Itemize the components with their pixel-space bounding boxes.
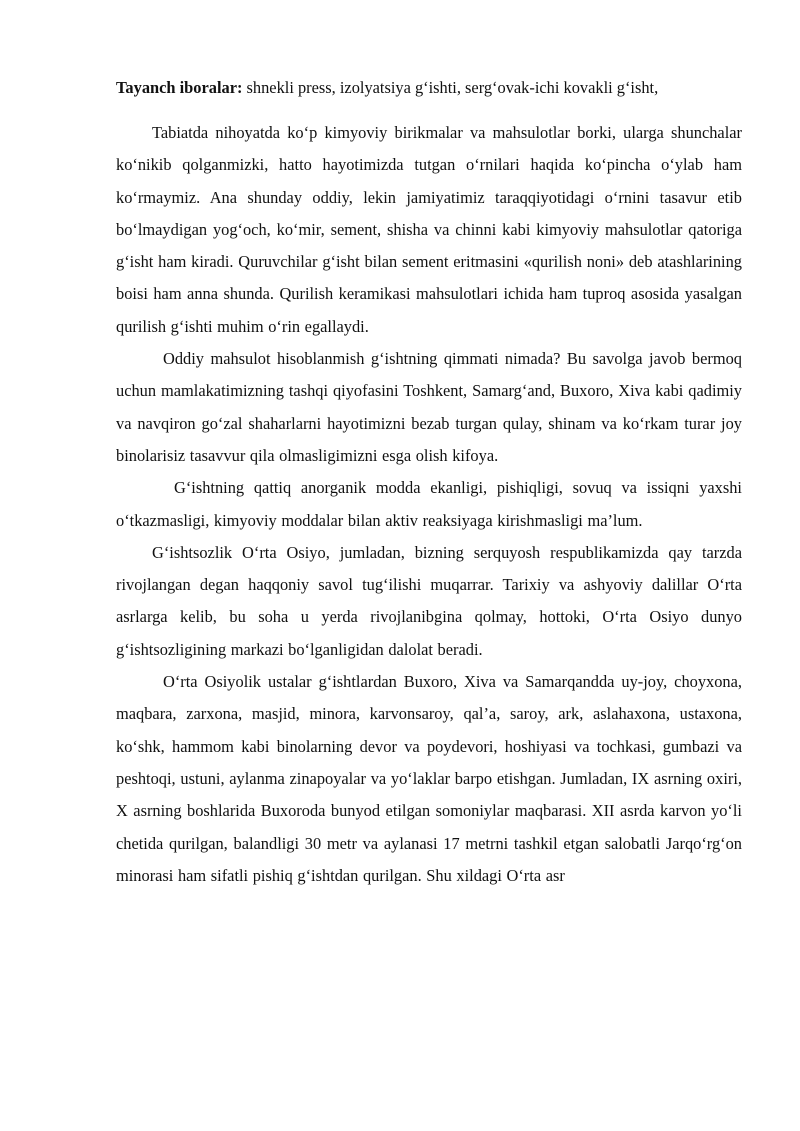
document-page <box>116 72 742 892</box>
paragraph-central-asian-masters: O‘rta Osiyolik ustalar g‘ishtlardan Buxoro, Xiva va Samarqandda uy-joy, choyxona, maqbara, zarxona, masjid, minora, karvonsaroy, qal’a, saroy, ark, aslahaxona, ustaxona, ko‘shk, hammom kabi binolarning devor va poydevori, hoshiyasi va tochkasi, gumbazi va peshtoqi, ustuni, aylanma zinapoyalar va yo‘laklar barpo etishgan. Jumladan, IX asrning oxiri, X asrning boshlarida Buxoroda bunyod etilgan somoniylar maqbarasi. XII asrda karvon yo‘li chetida qurilgan, balandligi 30 metr va aylanasi 17 metrni tashkil etgan salobatli Jarqo‘rg‘on minorasi ham sifatli pishiq g‘ishtdan qurilgan. Shu xildagi O‘rta asr <box>116 672 742 885</box>
paragraph-brick-properties: G‘ishtning qattiq anorganik modda ekanligi, pishiqligi, sovuq va issiqni yaxshi o‘tkazmasligi, kimyoviy moddalar bilan aktiv reaksiyaga kirishmasligi ma’lum. <box>116 478 742 530</box>
paragraph-brickmaking-history: G‘ishtsozlik O‘rta Osiyo, jumladan, bizning serquyosh respublikamizda qay tarzda rivojlangan degan haqqoniy savol tug‘ilishi muqarrar. Tarixiy va ashyoviy dalillar O‘rta asrlarga kelib, bu soha u yerda rivojlanibgina qolmay, hottoki, O‘rta Osiyo dunyo g‘ishtsozligining markazi bo‘lganligidan dalolat beradi. <box>116 542 742 659</box>
keywords-label: Tayanch iboralar: <box>116 78 243 97</box>
keywords-line <box>116 72 742 104</box>
keywords-text: shnekli press, izolyatsiya g‘ishti, serg‘ovak-ichi kovakli g‘isht, <box>242 78 659 97</box>
paragraph-brick-value: Oddiy mahsulot hisoblanmish g‘ishtning qimmati nimada? Bu savolga javob bermoq uchun mamlakatimizning tashqi qiyofasini Toshkent, Samarg‘and, Buxoro, Xiva kabi qadimiy va navqiron go‘zal shaharlarni hayotimizni bezab turgan qulay, shinam va ko‘rkam turar joy binolarisiz tasavvur qila olmasligimizni esga olish kifoya. <box>116 349 742 465</box>
paragraph-intro: Tabiatda nihoyatda ko‘p kimyoviy birikmalar va mahsulotlar borki, ularga shunchalar ko‘nikib qolganmizki, hatto hayotimizda tutgan o‘rnilari haqida ko‘pincha o‘ylab ham ko‘rmaymiz. Ana shunday oddiy, lekin jamiyatimiz taraqqiyotidagi o‘rnini tasavur etib bo‘lmaydigan yog‘och, ko‘mir, sement, shisha va chinni kabi kimyoviy mahsulotlar qatoriga g‘isht ham kiradi. Quruvchilar g‘isht bilan sement eritmasini «qurilish noni» deb atashlarining boisi ham anna shunda. Qurilish keramikasi mahsulotlari ichida ham tuproq asosida yasalgan qurilish g‘ishti muhim o‘rin egallaydi. <box>116 123 742 336</box>
